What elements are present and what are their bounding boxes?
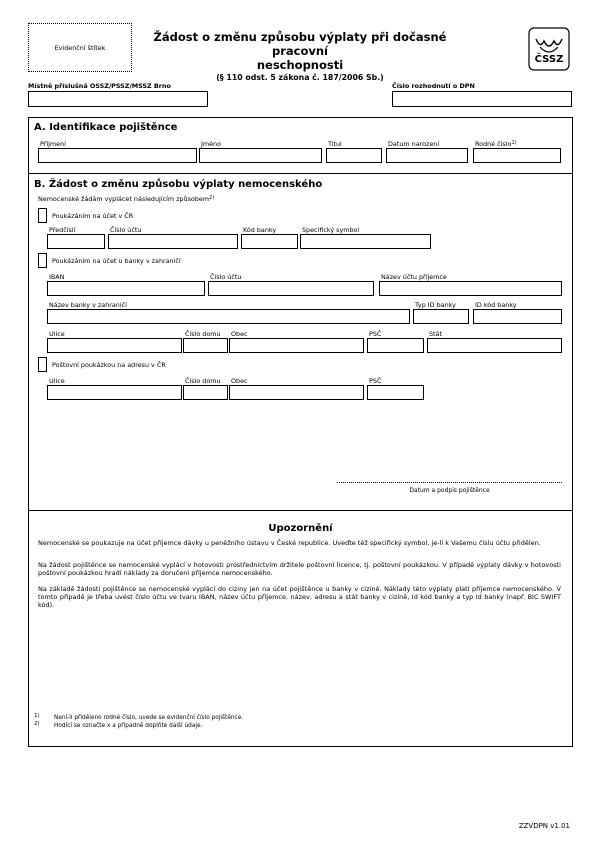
prefix-label: Předčíslí: [49, 226, 76, 234]
section-b-title: B. Žádost o změnu způsobu výplaty nemocenského: [34, 179, 323, 190]
payment-method-intro-text: Nemocenské žádám vyplácet následujícím způsobem: [38, 195, 210, 203]
section-a-title: A. Identifikace pojištěnce: [34, 122, 178, 133]
account-number-label: Číslo účtu: [110, 226, 142, 234]
postal-city-field[interactable]: [229, 385, 364, 400]
postal-house-number-field[interactable]: [183, 385, 228, 400]
bank-zip-field[interactable]: [367, 338, 424, 353]
bank-street-field[interactable]: [47, 338, 182, 353]
foreign-bank-name-field[interactable]: [47, 309, 410, 324]
specific-symbol-label: Specifický symbol: [302, 226, 360, 234]
account-holder-field[interactable]: [379, 281, 562, 296]
payment-method-intro: [38, 195, 214, 203]
specific-symbol-field[interactable]: [300, 234, 431, 249]
name-label: Jméno: [201, 140, 222, 148]
domestic-account-label: Poukázáním na účet v ČR: [52, 212, 134, 220]
notice-paragraph-2: Na žádost pojištěnce se nemocenské vyplácí v hotovosti prostřednictvím držitele poštovní licence, tj. poštovní poukázkou. V případě výplaty dávky v hotovosti poštovní poukázkou hradí náklady za doručení příjemce nemocenského.: [38, 561, 561, 578]
degree-field[interactable]: [326, 148, 382, 163]
domestic-account-checkbox[interactable]: [38, 208, 47, 223]
bank-id-code-field[interactable]: [473, 309, 562, 324]
payment-method-footnote-ref: 2): [209, 195, 215, 201]
foreign-account-number-label: Číslo účtu: [210, 273, 242, 281]
decision-number-field[interactable]: [392, 91, 572, 107]
bank-country-label: Stát: [429, 330, 442, 338]
office-label: Místně příslušná OSSZ/PSSZ/MSSZ Brno: [28, 82, 171, 90]
bank-city-field[interactable]: [229, 338, 364, 353]
surname-label: Příjmení: [40, 140, 66, 148]
account-holder-label: Název účtu příjemce: [381, 273, 447, 281]
divider-a-b: [28, 173, 573, 174]
bank-zip-label: PSČ: [369, 330, 382, 338]
postal-street-label: Ulice: [49, 377, 65, 385]
postal-house-number-label: Číslo domu: [185, 377, 221, 385]
form-title: [140, 30, 460, 84]
bank-id-type-label: Typ ID banky: [415, 301, 456, 309]
iban-label: IBAN: [49, 273, 65, 281]
bank-house-number-label: Číslo domu: [185, 330, 221, 338]
divider-b-notice: [28, 510, 573, 511]
form-title-line1: Žádost o změnu způsobu výplaty při dočasné pracovní: [153, 30, 447, 58]
foreign-bank-name-label: Název banky v zahraničí: [49, 301, 127, 309]
form-subtitle: (§ 110 odst. 5 zákona č. 187/2006 Sb.): [216, 73, 384, 82]
bank-id-type-field[interactable]: [413, 309, 469, 324]
footnote-2-text: Hodící se označte x a případně doplňte další údaje.: [54, 723, 203, 729]
bank-country-field[interactable]: [427, 338, 562, 353]
birth-date-field[interactable]: [386, 148, 468, 163]
notice-paragraph-1: Nemocenské se poukazuje na účet příjemce dávky u peněžního ústavu v České republice. Uveďte též specifický symbol, je-li k Vašemu číslu účtu přidělen.: [38, 539, 541, 547]
account-number-field[interactable]: [108, 234, 238, 249]
birth-number-field[interactable]: [473, 148, 561, 163]
postal-street-field[interactable]: [47, 385, 182, 400]
iban-field[interactable]: [47, 281, 205, 296]
decision-number-label: Číslo rozhodnutí o DPN: [392, 82, 475, 90]
cssz-logo-text: ČSSZ: [534, 54, 564, 65]
bank-street-label: Ulice: [49, 330, 65, 338]
degree-label: Titul: [328, 140, 342, 148]
bank-id-code-label: ID kód banky: [475, 301, 517, 309]
form-title-line2: neschopnosti: [256, 58, 344, 72]
signature-label: Datum a podpis pojištěnce: [409, 487, 490, 494]
birth-number-text: Rodné číslo: [475, 140, 512, 148]
prefix-field[interactable]: [47, 234, 105, 249]
postal-zip-label: PSČ: [369, 377, 382, 385]
bank-house-number-field[interactable]: [183, 338, 228, 353]
notice-title: Upozornění: [268, 523, 333, 534]
birth-number-footnote-ref: 1): [511, 140, 517, 146]
form-code: ZZVDPN v1.01: [518, 822, 570, 830]
footnote-1-mark: 1): [34, 713, 40, 719]
footnote-1-text: Není-li přiděleno rodné číslo, uvede se evidenční číslo pojištěnce.: [54, 715, 244, 721]
office-field[interactable]: [28, 91, 208, 107]
name-field[interactable]: [199, 148, 322, 163]
birth-date-label: Datum narození: [388, 140, 440, 148]
evidence-stamp-label: Evidenční štítek: [54, 44, 106, 52]
surname-field[interactable]: [38, 148, 197, 163]
footnote-2-mark: 2): [34, 721, 40, 727]
foreign-account-number-field[interactable]: [208, 281, 374, 296]
bank-code-label: Kód banky: [243, 226, 277, 234]
postal-city-label: Obec: [231, 377, 248, 385]
postal-order-label: Poštovní poukázkou na adresu v ČR: [52, 361, 166, 369]
birth-number-label: [475, 140, 517, 148]
bank-city-label: Obec: [231, 330, 248, 338]
postal-order-checkbox[interactable]: [38, 357, 47, 372]
notice-paragraph-3: Na základě žádosti pojištěnce se nemocenské vyplácí do ciziny jen na účet pojištěnce u banky v cizině. Náklady této výplaty platí příjemce nemocenského. V tomto případě je třeba uvést číslo účtu ve tvaru IBAN, název účtu příjemce, název, adresu a stát banky v cizině, Id kód banky a typ Id banky (např. BIC SWIFT kód).: [38, 585, 561, 610]
bank-code-field[interactable]: [241, 234, 298, 249]
signature-line[interactable]: [337, 482, 562, 483]
cssz-logo: [528, 27, 570, 71]
postal-zip-field[interactable]: [367, 385, 424, 400]
foreign-account-checkbox[interactable]: [38, 253, 47, 268]
foreign-account-label: Poukázáním na účet u banky v zahraničí: [52, 257, 181, 265]
